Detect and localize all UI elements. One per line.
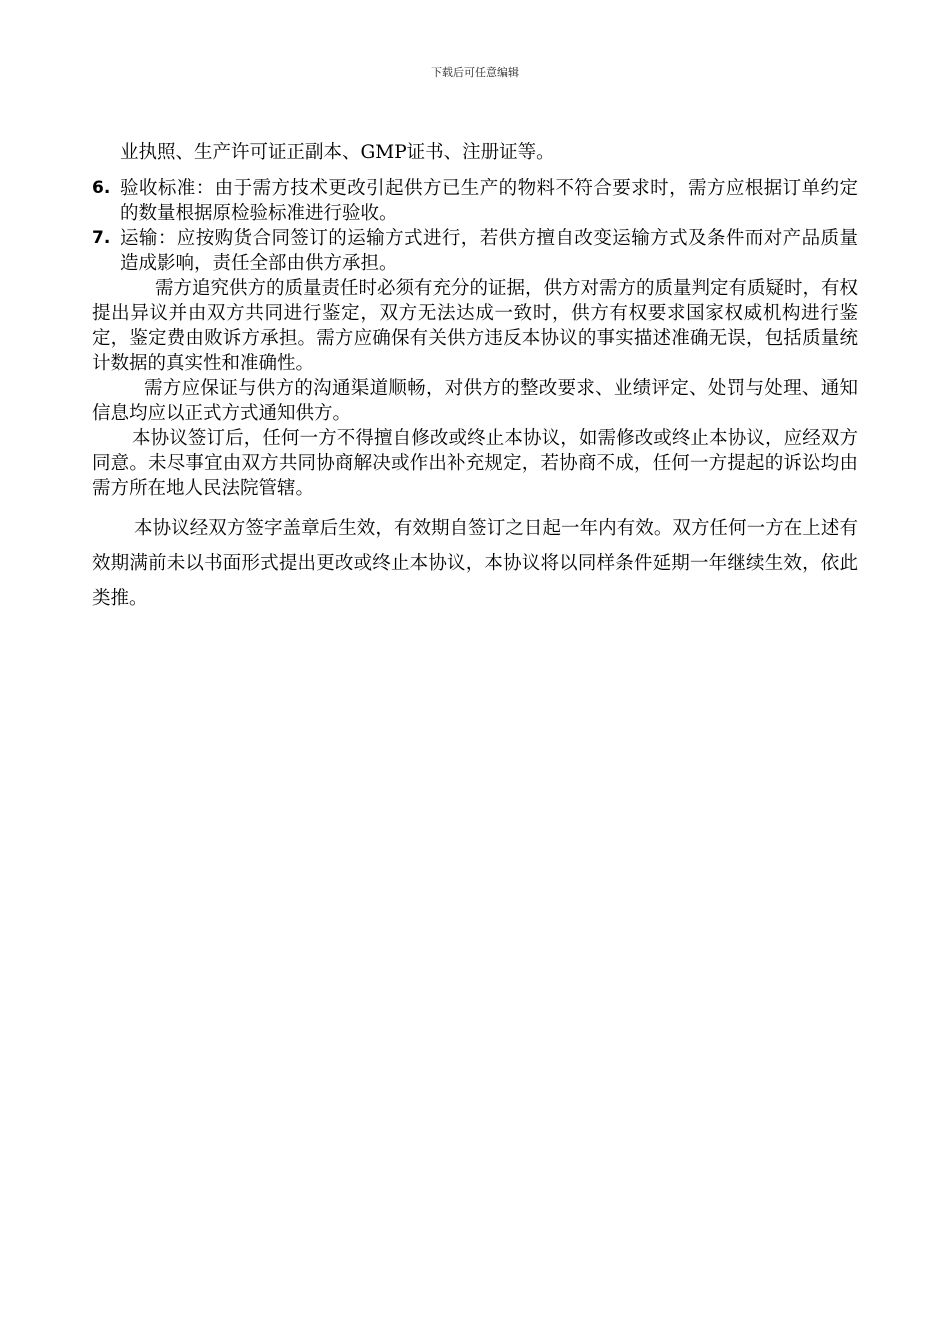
paragraph-quality-liability: 需方追究供方的质量责任时必须有充分的证据，供方对需方的质量判定有质疑时，有权提出异议并由双方共同进行鉴定，双方无法达成一致时，供方有权要求国家权威机构进行鉴定，鉴定费由败诉方承担。需方应确保有关供方违反本协议的事实描述准确无误，包括质量统计数据的真实性和准确性。 xyxy=(92,278,859,374)
document-body xyxy=(92,140,858,635)
list-item-7 xyxy=(92,226,858,276)
list-text: 验收标准：由于需方技术更改引起供方已生产的物料不符合要求时，需方应根据订单约定的数量根据原检验标准进行验收。 xyxy=(120,178,858,224)
page-header: 下载后可任意编辑 xyxy=(431,66,519,79)
paragraph-modification: 本协议签订后，任何一方不得擅自修改或终止本协议，如需修改或终止本协议，应经双方同意。未尽事宜由双方共同协商解决或作出补充规定，若协商不成，任何一方提起的诉讼均由需方所在地人民法院管辖。 xyxy=(92,428,858,499)
list-number: 6. xyxy=(92,178,111,198)
list-item-6 xyxy=(92,176,858,226)
continuation-text: 业执照、生产许可证正副本、GMP证书、注册证等。 xyxy=(120,142,555,163)
list-number: 7. xyxy=(92,228,111,248)
list-text: 运输：应按购货合同签订的运输方式进行，若供方擅自改变运输方式及条件而对产品质量造成影响，责任全部由供方承担。 xyxy=(120,228,858,274)
paragraph-communication: 需方应保证与供方的沟通渠道顺畅，对供方的整改要求、业绩评定、处罚与处理、通知信息均应以正式方式通知供方。 xyxy=(92,378,858,424)
paragraph-validity: 本协议经双方签字盖章后生效，有效期自签订之日起一年内有效。双方任何一方在上述有效期满前未以书面形式提出更改或终止本协议，本协议将以同样条件延期一年继续生效，依此类推。 xyxy=(92,518,858,609)
